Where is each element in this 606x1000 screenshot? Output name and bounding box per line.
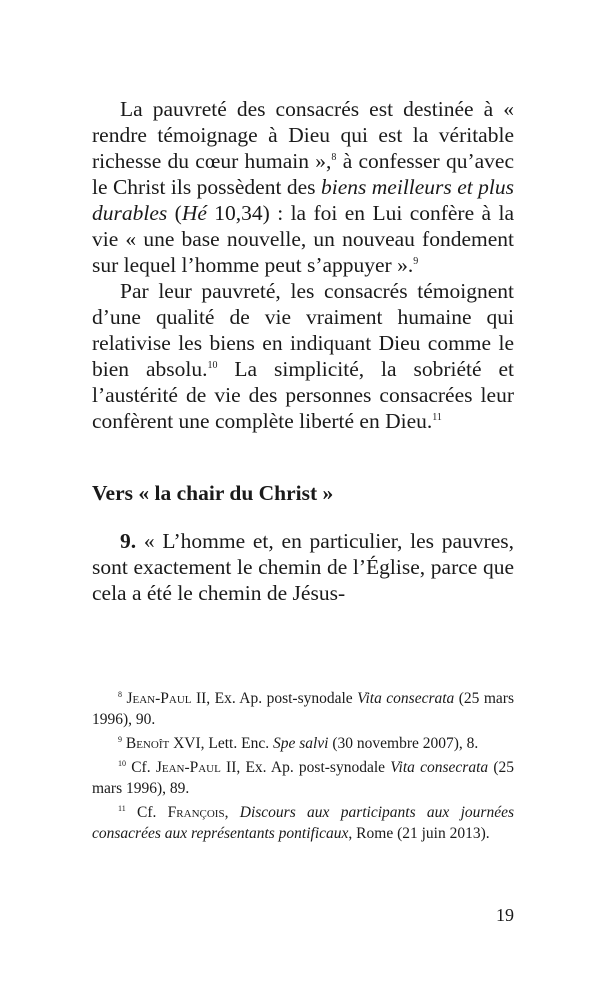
- footnote-title: Vita consecrata: [357, 690, 455, 707]
- footnote-text: (25 mars 1996), 90.: [92, 690, 515, 728]
- footnote-reference: 10: [207, 359, 218, 371]
- footnote-title: Vita consecrata: [390, 759, 489, 776]
- footnote-text: ,: [224, 804, 240, 821]
- footnote-11: [92, 802, 514, 844]
- footnote-text: Cf.: [131, 759, 156, 776]
- footnote-number: 10: [118, 758, 126, 768]
- section-heading: Vers « la chair du Christ »: [92, 481, 334, 505]
- bible-book-abbreviation: Hé: [181, 201, 207, 225]
- page-content: [92, 96, 514, 606]
- italic-quotation: biens meilleurs et plus durables: [92, 175, 514, 225]
- paragraph-poverty: [92, 96, 514, 278]
- paragraph-text: Par leur pauvreté, les consacrés témoignent d’une qualité de vie vraiment humaine qui relativise les biens en indiquant Dieu comme le bien absolu.: [92, 279, 514, 381]
- footnote-reference: 11: [432, 411, 442, 423]
- footnotes: [92, 688, 514, 847]
- footnote-text: (30 novembre 2007), 8.: [328, 735, 479, 752]
- footnote-author: Jean-Paul II: [126, 690, 207, 707]
- footnote-reference: 8: [331, 151, 337, 163]
- paragraph-text: 10,34) : la foi en Lui confère à la vie « une base nouvelle, un nouveau fondement sur lequel l’homme peut s’appuyer ».: [92, 201, 514, 277]
- paragraph-text: « L’homme et, en particulier, les pauvres, sont exactement le chemin de l’Église, parce que cela a été le chemin de Jésus-: [92, 529, 514, 605]
- footnote-title: Discours aux participants aux journées consacrées aux représentants pontificaux: [92, 804, 514, 842]
- paragraph-text: La simplicité, la sobriété et l’austérité de vie des personnes consacrées leur confèrent une complète liberté en Dieu.: [92, 357, 514, 433]
- section-paragraph: [92, 528, 514, 606]
- paragraph-section-9: [92, 528, 514, 606]
- paragraph-witness: [92, 278, 514, 434]
- paragraph-text: La pauvreté des consacrés est destinée à « rendre témoignage à Dieu qui est la véritable richesse du cœur humain »,: [92, 97, 514, 173]
- section-number: 9.: [120, 529, 137, 553]
- page-number: 19: [496, 905, 514, 925]
- footnote-reference: 9: [413, 255, 419, 267]
- footnote-number: 11: [118, 803, 126, 813]
- footnote-author: François: [167, 804, 225, 821]
- footnote-author: Jean-Paul II: [155, 759, 237, 776]
- footnote-text: , Ex. Ap. post-synodale: [206, 690, 358, 707]
- footnote-8: [92, 688, 514, 730]
- paragraph-text: à confesser qu’avec le Christ ils possèdent des: [92, 149, 514, 199]
- body-text: [92, 96, 514, 434]
- paragraph-text: (: [167, 201, 182, 225]
- footnote-text: Cf.: [137, 804, 168, 821]
- footnote-text: , Ex. Ap. post-synodale: [236, 759, 391, 776]
- footnote-10: [92, 757, 514, 799]
- footnote-text: , Lett. Enc.: [200, 735, 273, 752]
- footnote-title: Spe salvi: [272, 735, 329, 752]
- footnote-text: , Rome (21 juin 2013).: [348, 825, 490, 842]
- footnote-text: (25 mars 1996), 89.: [92, 759, 515, 797]
- footnote-9: [92, 733, 514, 754]
- footnote-author: Benoît XVI: [125, 735, 201, 752]
- footnote-number: 9: [118, 734, 122, 744]
- footnote-number: 8: [118, 689, 122, 699]
